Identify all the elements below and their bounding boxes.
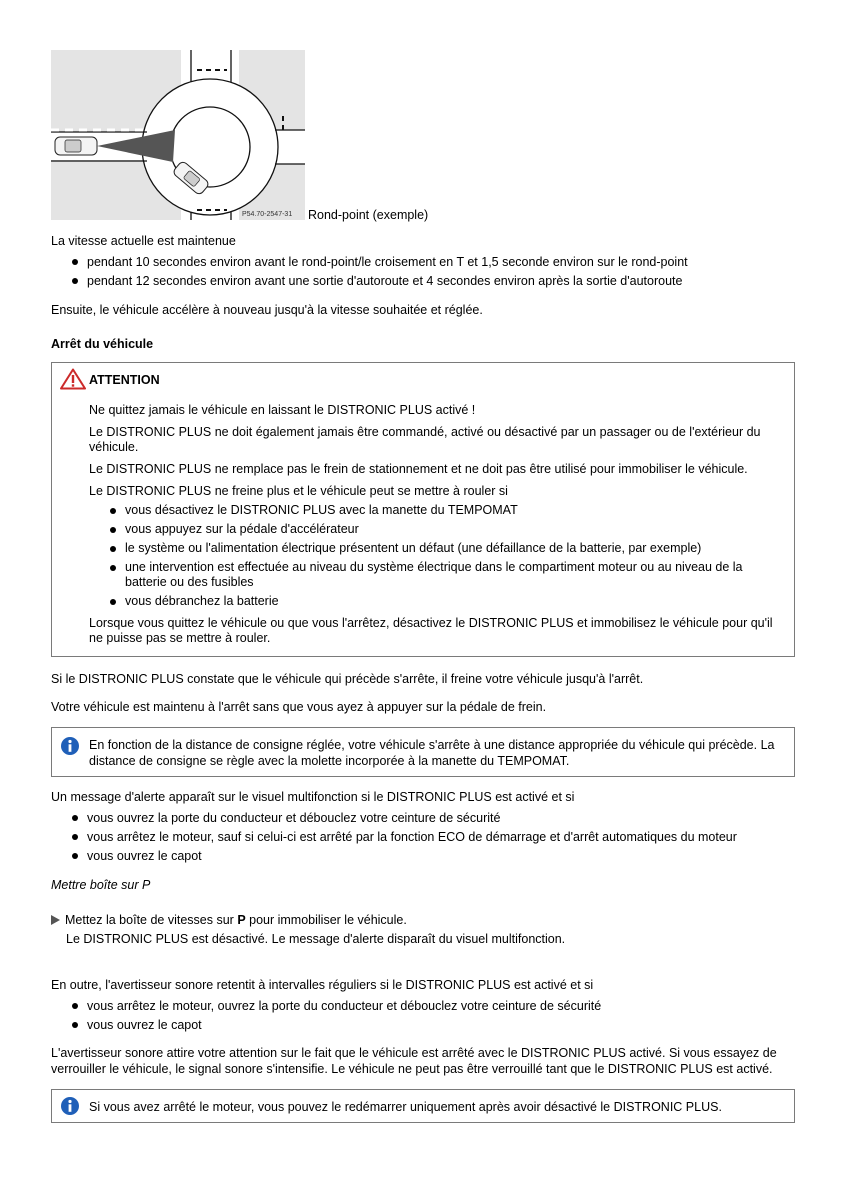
- stop-paragraph-2: Votre véhicule est maintenu à l'arrêt sans que vous ayez à appuyer sur la pédale de frein.: [51, 700, 547, 714]
- warning-icon: [60, 368, 86, 390]
- subtitle: Mettre boîte sur P: [51, 878, 151, 892]
- step-text-pre: Mettez la boîte de vitesses sur: [65, 913, 238, 927]
- warning-paragraph: Le DISTRONIC PLUS ne freine plus et le véhicule peut se mettre à rouler si: [89, 484, 508, 498]
- warning-body: [89, 403, 780, 653]
- alert-lead: Un message d'alerte apparaît sur le visuel multifonction si le DISTRONIC PLUS est activé et si: [51, 790, 575, 804]
- info-icon: [60, 1096, 80, 1116]
- warning-title: ATTENTION: [89, 373, 160, 387]
- info-icon: [60, 736, 80, 756]
- list-item: vous arrêtez le moteur, ouvrez la porte du conducteur et débouclez votre ceinture de sécurité: [70, 998, 797, 1014]
- intro-section: [51, 233, 797, 292]
- stop-paragraph-1: Si le DISTRONIC PLUS constate que le véhicule qui précède s'arrête, il freine votre véhicule jusqu'à l'arrêt.: [51, 672, 644, 686]
- step-result: Le DISTRONIC PLUS est désactivé. Le message d'alerte disparaît du visuel multifonction.: [66, 932, 566, 946]
- info-box: [51, 1089, 795, 1123]
- warning-paragraph: Le DISTRONIC PLUS ne doit également jamais être commandé, activé ou désactivé par un passager ou de l'extérieur du véhicule.: [89, 425, 761, 454]
- step-instruction: [51, 912, 797, 947]
- warning-paragraph: Le DISTRONIC PLUS ne remplace pas le frein de stationnement et ne doit pas être utilisé pour immobiliser le véhicule.: [89, 462, 748, 476]
- buzzer-list: [70, 998, 797, 1033]
- warning-box: [51, 362, 795, 657]
- list-item: le système ou l'alimentation électrique présentent un défaut (une défaillance de la batterie, par exemple): [108, 541, 780, 556]
- warning-paragraph: Ne quittez jamais le véhicule en laissant le DISTRONIC PLUS activé !: [89, 403, 476, 417]
- list-item: pendant 10 secondes environ avant le rond-point/le croisement en T et 1,5 seconde environ sur le rond-point: [70, 254, 797, 270]
- list-item: vous ouvrez le capot: [70, 848, 797, 864]
- warning-list: [108, 503, 780, 609]
- figure-caption: Rond-point (exemple): [308, 208, 429, 222]
- list-item: vous arrêtez le moteur, sauf si celui-ci est arrêté par la fonction ECO de démarrage et d'arrêt automatiques du moteur: [70, 829, 797, 845]
- info-box: [51, 727, 795, 777]
- roundabout-figure: [51, 50, 305, 220]
- buzzer-after: L'avertisseur sonore attire votre attention sur le fait que le véhicule est arrêté avec le DISTRONIC PLUS activé. Si vous essayez de verrouiller le véhicule, le signal sonore s'intensifie. Le véhicule ne peut pas être verrouillé tant que le DISTRONIC PLUS est activé.: [51, 1046, 777, 1076]
- warning-paragraph: Lorsque vous quittez le véhicule ou que vous l'arrêtez, désactivez le DISTRONIC PLUS et immobilisez le véhicule pour qu'il ne puisse pas se mettre à rouler.: [89, 616, 773, 645]
- section-title: Arrêt du véhicule: [51, 337, 154, 351]
- car-icon: [55, 137, 97, 155]
- step-line: [51, 912, 797, 928]
- list-item: pendant 12 secondes environ avant une sortie d'autoroute et 4 secondes environ après la sortie d'autoroute: [70, 273, 797, 289]
- buzzer-lead: En outre, l'avertisseur sonore retentit à intervalles réguliers si le DISTRONIC PLUS est activé et si: [51, 978, 594, 992]
- alert-section: [51, 789, 797, 867]
- buzzer-section: [51, 977, 797, 1036]
- intro-lead: La vitesse actuelle est maintenue: [51, 234, 236, 248]
- figure-code: P54.70-2547-31: [242, 211, 293, 218]
- info-text: Si vous avez arrêté le moteur, vous pouvez le redémarrer uniquement après avoir désactivé le DISTRONIC PLUS.: [89, 1100, 722, 1114]
- roundabout-illustration: [51, 50, 305, 220]
- info-text: En fonction de la distance de consigne réglée, votre véhicule s'arrête à une distance appropriée du véhicule qui précède. La distance de consigne se règle avec la molette incorporée à la manette du TEMPOMAT.: [89, 738, 775, 768]
- step-text-bold: P: [237, 913, 246, 927]
- list-item: vous ouvrez la porte du conducteur et débouclez votre ceinture de sécurité: [70, 810, 797, 826]
- list-item: vous désactivez le DISTRONIC PLUS avec la manette du TEMPOMAT: [108, 503, 780, 518]
- list-item: vous débranchez la batterie: [108, 594, 780, 609]
- play-arrow-icon: [51, 915, 60, 925]
- list-item: vous appuyez sur la pédale d'accélérateur: [108, 522, 780, 537]
- intro-list: [70, 254, 797, 289]
- intro-after: Ensuite, le véhicule accélère à nouveau jusqu'à la vitesse souhaitée et réglée.: [51, 303, 483, 317]
- step-text-post: pour immobiliser le véhicule.: [245, 913, 407, 927]
- list-item: une intervention est effectuée au niveau du système électrique dans le compartiment moteur ou au niveau de la batterie ou des fusibles: [108, 560, 780, 590]
- alert-list: [70, 810, 797, 864]
- list-item: vous ouvrez le capot: [70, 1017, 797, 1033]
